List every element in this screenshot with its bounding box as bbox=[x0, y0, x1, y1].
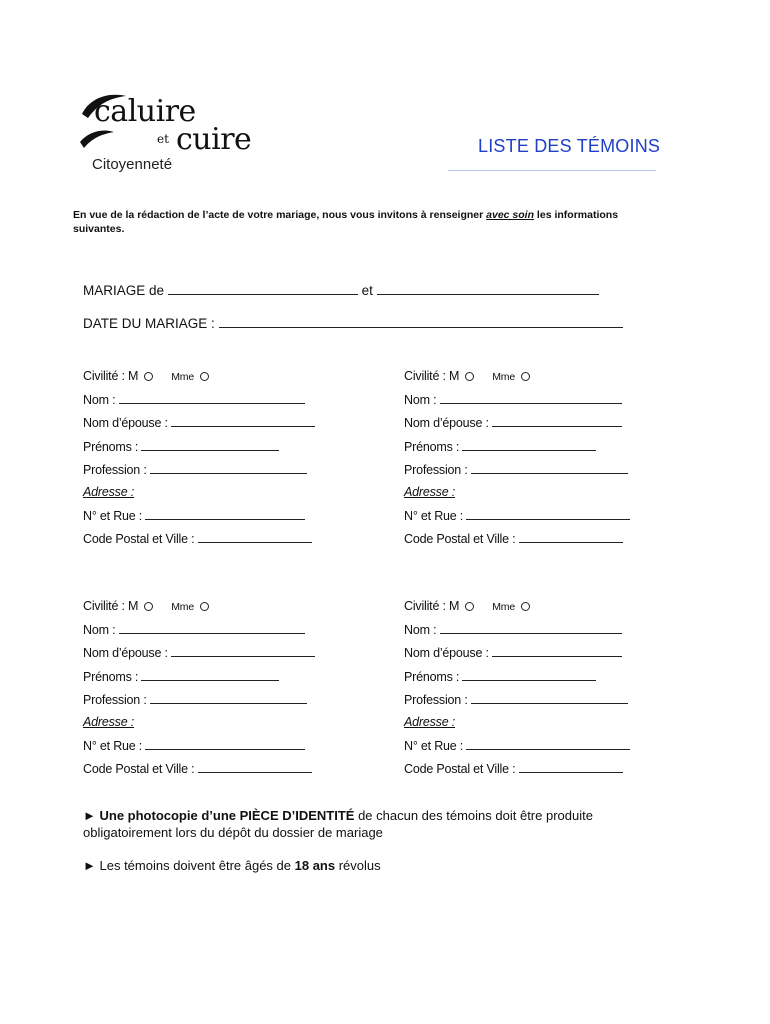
adresse-label: Adresse : bbox=[404, 715, 456, 729]
adresse-label: Adresse : bbox=[83, 485, 135, 499]
note-age-text-a: Les témoins doivent être âgés de bbox=[99, 858, 295, 873]
rue-label: N° et Rue : bbox=[83, 739, 143, 754]
nom-epouse-label: Nom d’épouse : bbox=[83, 416, 168, 431]
witness-1-rue bbox=[83, 508, 305, 523]
witness-2-rue bbox=[404, 508, 630, 523]
note-identity-rest-a: de chacun des témoins doit être produite bbox=[354, 808, 593, 823]
witness-4-nom-epouse bbox=[404, 645, 622, 660]
nom-epouse-input[interactable] bbox=[492, 415, 622, 427]
caluire-et-cuire-logo bbox=[80, 92, 250, 182]
profession-input[interactable] bbox=[471, 692, 628, 704]
mme-label: Mme bbox=[492, 371, 515, 383]
witness-3-nom bbox=[83, 622, 305, 637]
rue-input[interactable] bbox=[466, 508, 630, 520]
witness-1-nom bbox=[83, 392, 305, 407]
civilite-label: Civilité : M bbox=[83, 369, 139, 383]
intro-emphasis: avec soin bbox=[486, 209, 535, 221]
nom-label: Nom : bbox=[404, 393, 437, 408]
nom-epouse-label: Nom d’épouse : bbox=[404, 416, 489, 431]
rue-input[interactable] bbox=[466, 738, 630, 750]
nom-epouse-input[interactable] bbox=[492, 645, 622, 657]
witness-4-civilite bbox=[404, 599, 530, 613]
date-mariage-line bbox=[83, 315, 623, 331]
note-age-bold: 18 ans bbox=[294, 858, 336, 873]
adresse-label: Adresse : bbox=[404, 485, 456, 499]
witness-3-adresse bbox=[83, 715, 134, 729]
mariage-line bbox=[83, 282, 599, 298]
rue-label: N° et Rue : bbox=[404, 509, 464, 524]
date-mariage-field[interactable] bbox=[219, 315, 623, 328]
prenoms-input[interactable] bbox=[462, 669, 596, 681]
civilite-label: Civilité : M bbox=[83, 599, 139, 613]
radio-mme-icon[interactable] bbox=[200, 602, 209, 611]
logo-word-caluire: caluire bbox=[94, 94, 196, 129]
prenoms-input[interactable] bbox=[141, 669, 279, 681]
witness-4-rue bbox=[404, 738, 630, 753]
witness-4-nom bbox=[404, 622, 622, 637]
cp-ville-input[interactable] bbox=[519, 531, 623, 543]
note-identity bbox=[83, 807, 661, 841]
prenoms-label: Prénoms : bbox=[83, 439, 139, 454]
witness-3-rue bbox=[83, 738, 305, 753]
radio-m-icon[interactable] bbox=[144, 372, 153, 381]
civilite-label: Civilité : M bbox=[404, 369, 460, 383]
cp-ville-label: Code Postal et Ville : bbox=[404, 532, 516, 547]
nom-input[interactable] bbox=[440, 622, 622, 634]
witness-4-prenoms bbox=[404, 669, 596, 684]
witness-3-cp-ville bbox=[83, 761, 312, 776]
witness-2-adresse bbox=[404, 485, 455, 499]
note-age bbox=[83, 857, 381, 874]
prenoms-label: Prénoms : bbox=[404, 669, 460, 684]
radio-m-icon[interactable] bbox=[465, 602, 474, 611]
cp-ville-input[interactable] bbox=[519, 761, 623, 773]
witness-2-cp-ville bbox=[404, 531, 623, 546]
witness-3-nom-epouse bbox=[83, 645, 315, 660]
radio-mme-icon[interactable] bbox=[200, 372, 209, 381]
intro-text-1: En vue de la rédaction de l’acte de votre mariage, nous vous invitons à renseigner bbox=[73, 209, 487, 221]
witness-4-adresse bbox=[404, 715, 455, 729]
witness-1-cp-ville bbox=[83, 531, 312, 546]
nom-epouse-label: Nom d’épouse : bbox=[83, 646, 168, 661]
prenoms-label: Prénoms : bbox=[404, 439, 460, 454]
rue-label: N° et Rue : bbox=[404, 739, 464, 754]
witness-4-profession bbox=[404, 692, 628, 707]
mme-label: Mme bbox=[171, 371, 194, 383]
prenoms-label: Prénoms : bbox=[83, 669, 139, 684]
arrow-right-icon: ► bbox=[83, 858, 96, 873]
cp-ville-label: Code Postal et Ville : bbox=[83, 532, 195, 547]
civilite-label: Civilité : M bbox=[404, 599, 460, 613]
radio-mme-icon[interactable] bbox=[521, 372, 530, 381]
logo-subtitle: Citoyenneté bbox=[92, 156, 173, 173]
mme-label: Mme bbox=[171, 601, 194, 613]
witness-1-adresse bbox=[83, 485, 134, 499]
note-identity-bold: Une photocopie d’une PIÈCE D’IDENTITÉ bbox=[99, 808, 355, 823]
mariage-and: et bbox=[361, 283, 373, 298]
date-mariage-label: DATE DU MARIAGE : bbox=[83, 316, 215, 331]
profession-input[interactable] bbox=[150, 692, 307, 704]
cp-ville-label: Code Postal et Ville : bbox=[83, 762, 195, 777]
title-underline bbox=[448, 170, 656, 171]
note-identity-rest-b: obligatoirement lors du dépôt du dossier de mariage bbox=[83, 825, 383, 840]
witness-2-profession bbox=[404, 462, 628, 477]
witness-1-profession bbox=[83, 462, 307, 477]
spouse1-field[interactable] bbox=[168, 282, 358, 295]
profession-label: Profession : bbox=[83, 692, 147, 707]
witness-2-prenoms bbox=[404, 439, 596, 454]
logo-word-et: et bbox=[157, 132, 169, 146]
intro-text-2: les informations suivantes. bbox=[73, 209, 619, 235]
radio-m-icon[interactable] bbox=[465, 372, 474, 381]
nom-input[interactable] bbox=[119, 392, 305, 404]
cp-ville-input[interactable] bbox=[198, 531, 312, 543]
profession-label: Profession : bbox=[404, 692, 468, 707]
radio-mme-icon[interactable] bbox=[521, 602, 530, 611]
nom-label: Nom : bbox=[83, 393, 116, 408]
spouse2-field[interactable] bbox=[377, 282, 599, 295]
witness-3-prenoms bbox=[83, 669, 279, 684]
logo-word-cuire: cuire bbox=[176, 122, 252, 157]
witness-4-cp-ville bbox=[404, 761, 623, 776]
note-age-text-b: révolus bbox=[335, 858, 381, 873]
mariage-label: MARIAGE de bbox=[83, 283, 165, 298]
rue-input[interactable] bbox=[145, 508, 305, 520]
cp-ville-input[interactable] bbox=[198, 761, 312, 773]
radio-m-icon[interactable] bbox=[144, 602, 153, 611]
nom-epouse-label: Nom d’épouse : bbox=[404, 646, 489, 661]
witness-1-civilite bbox=[83, 369, 209, 383]
witness-1-nom-epouse bbox=[83, 415, 315, 430]
witness-2-nom bbox=[404, 392, 622, 407]
nom-label: Nom : bbox=[404, 623, 437, 638]
intro-paragraph bbox=[73, 208, 633, 236]
adresse-label: Adresse : bbox=[83, 715, 135, 729]
nom-epouse-input[interactable] bbox=[171, 645, 315, 657]
nom-epouse-input[interactable] bbox=[171, 415, 315, 427]
witness-2-nom-epouse bbox=[404, 415, 622, 430]
profession-label: Profession : bbox=[404, 462, 468, 477]
arrow-right-icon: ► bbox=[83, 808, 96, 823]
profession-input[interactable] bbox=[471, 462, 628, 474]
mme-label: Mme bbox=[492, 601, 515, 613]
prenoms-input[interactable] bbox=[462, 439, 596, 451]
nom-label: Nom : bbox=[83, 623, 116, 638]
rue-input[interactable] bbox=[145, 738, 305, 750]
witness-1-prenoms bbox=[83, 439, 279, 454]
rue-label: N° et Rue : bbox=[83, 509, 143, 524]
prenoms-input[interactable] bbox=[141, 439, 279, 451]
witness-3-profession bbox=[83, 692, 307, 707]
page-title: LISTE DES TÉMOINS bbox=[478, 136, 661, 156]
witness-2-civilite bbox=[404, 369, 530, 383]
profession-label: Profession : bbox=[83, 462, 147, 477]
profession-input[interactable] bbox=[150, 462, 307, 474]
witness-3-civilite bbox=[83, 599, 209, 613]
cp-ville-label: Code Postal et Ville : bbox=[404, 762, 516, 777]
nom-input[interactable] bbox=[440, 392, 622, 404]
nom-input[interactable] bbox=[119, 622, 305, 634]
